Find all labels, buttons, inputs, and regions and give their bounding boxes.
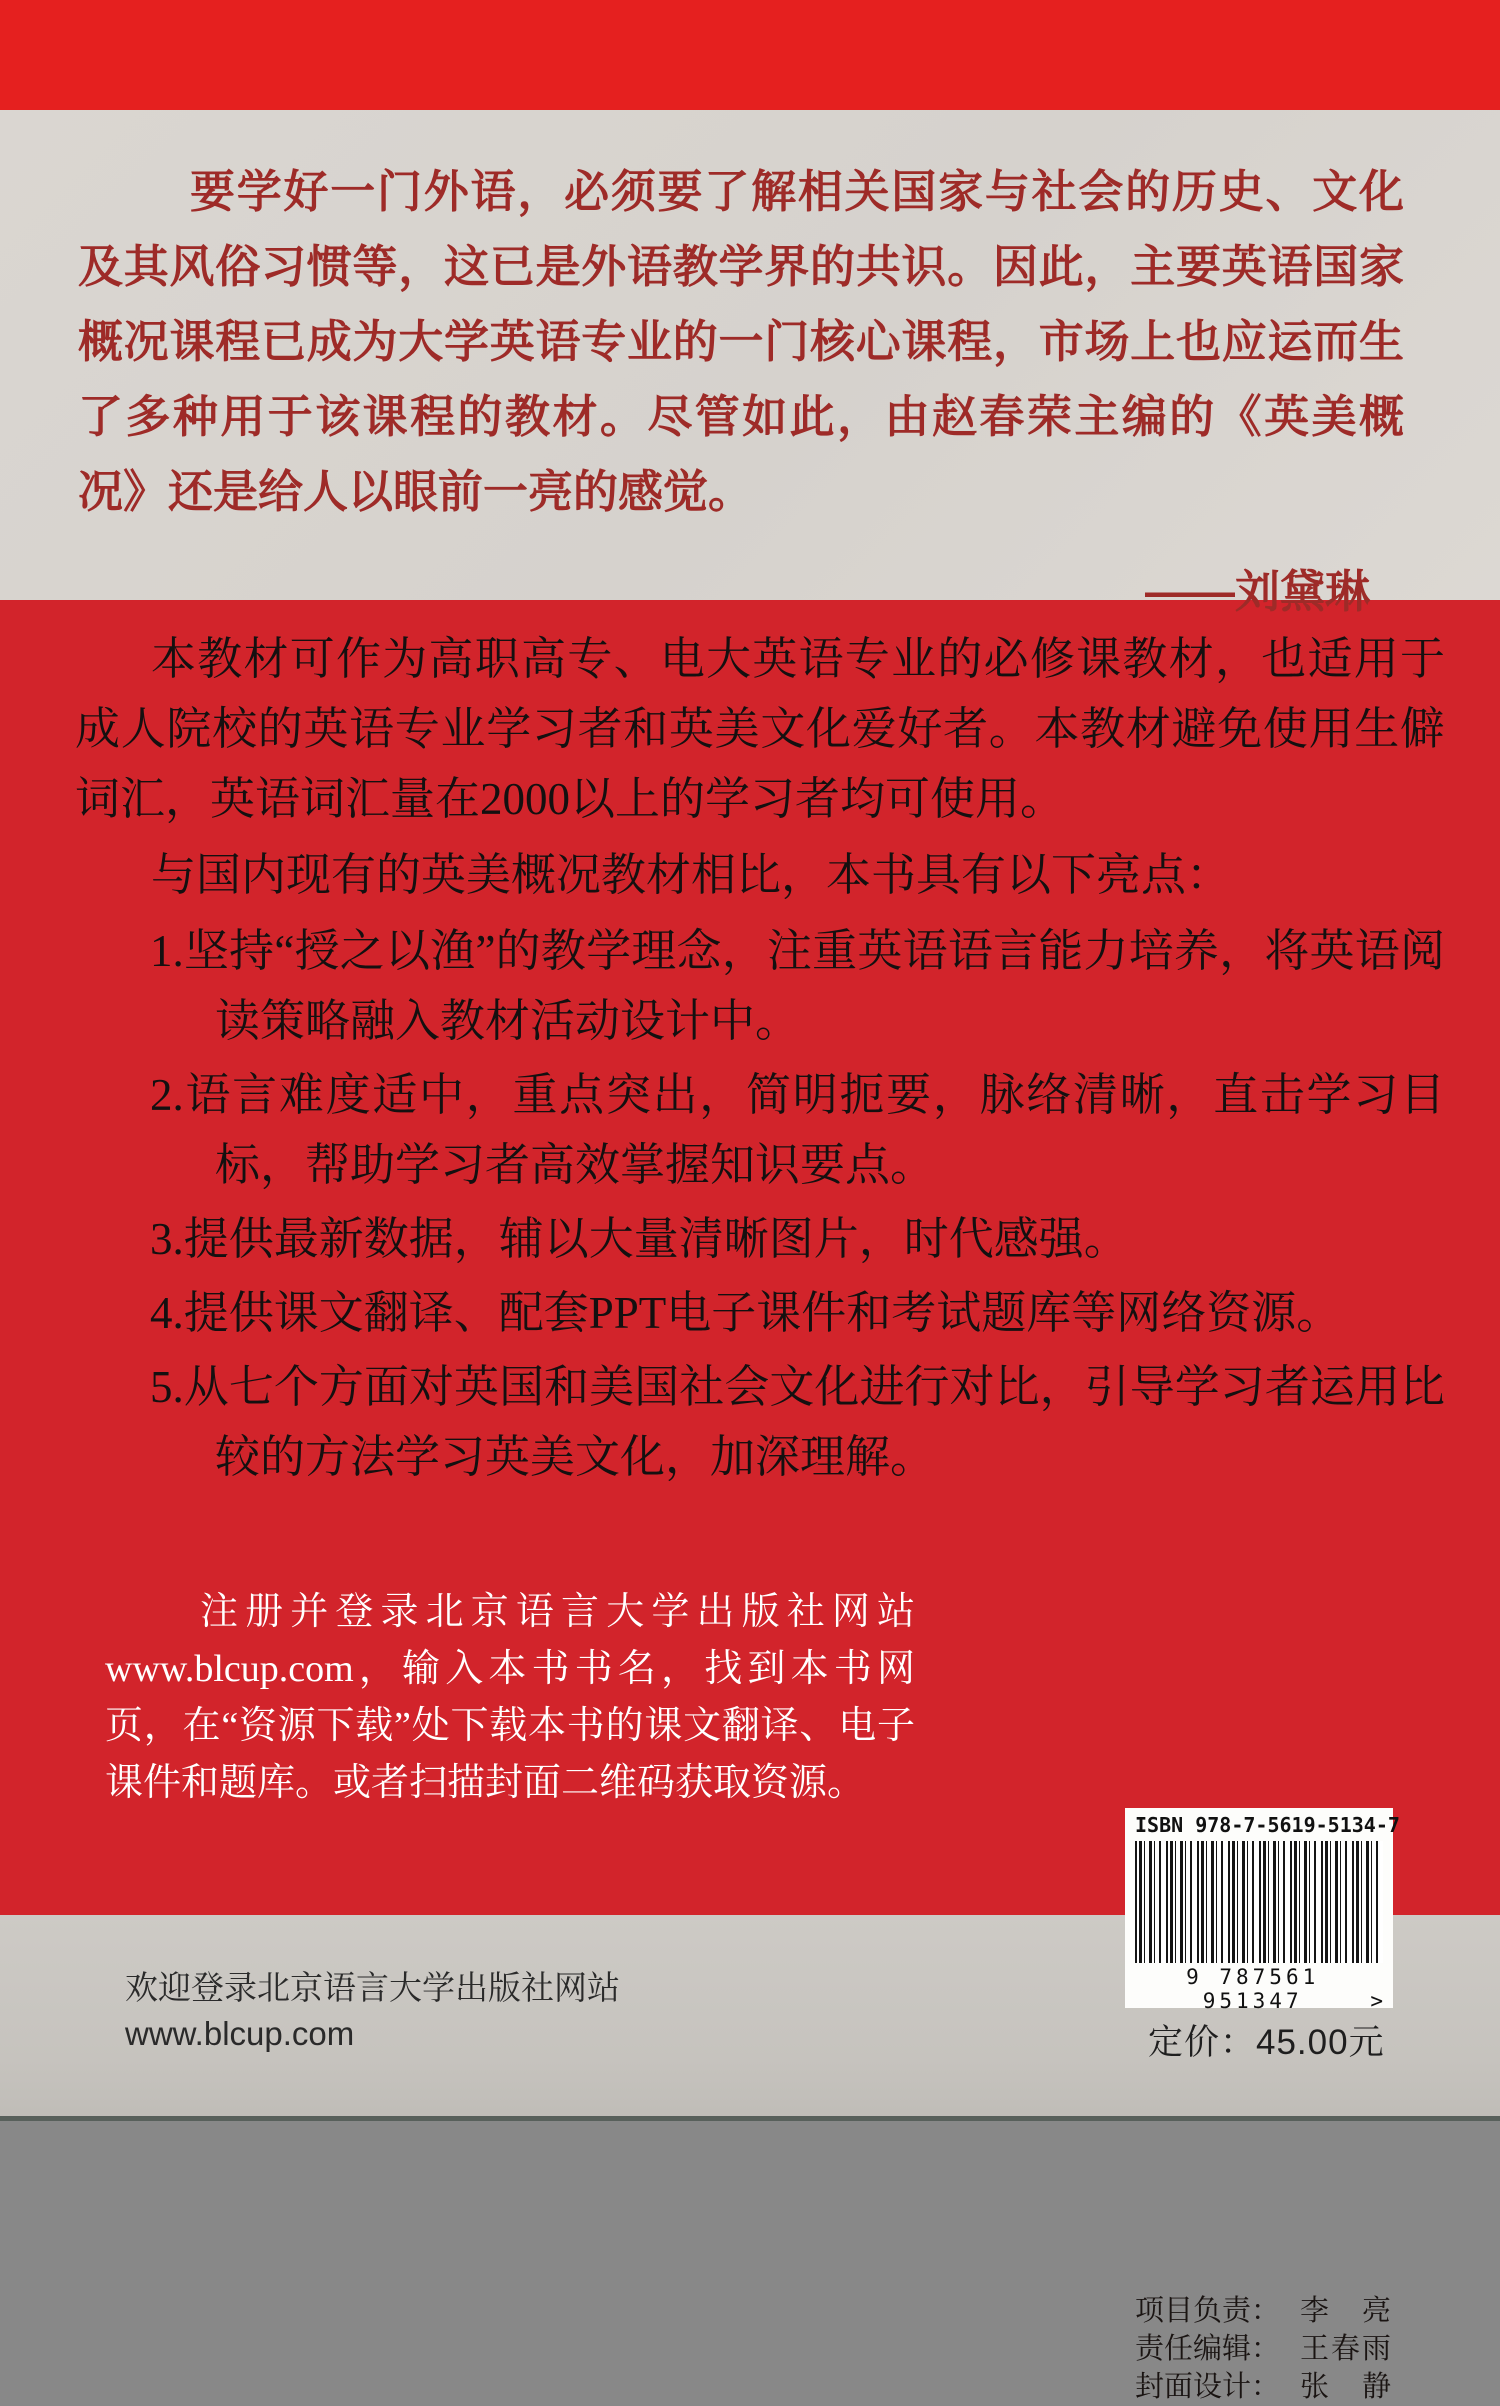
- highlights-intro: 与国内现有的英美概况教材相比，本书具有以下亮点：: [151, 850, 1232, 900]
- credit-name: 张 静: [1300, 2371, 1394, 2403]
- highlight-text: 提供最新数据，辅以大量清晰图片，时代感强。: [183, 1214, 1129, 1264]
- highlight-number: 3.: [150, 1214, 184, 1264]
- barcode-digits: 9 787561 951347: [1186, 1965, 1320, 2013]
- barcode-bars: [1135, 1841, 1383, 1963]
- credit-label: 责任编辑：: [1135, 2333, 1281, 2365]
- footer-site-line: 欢迎登录北京语言大学出版社网站: [125, 1969, 620, 2006]
- credit-row-project: [1135, 2292, 1393, 2330]
- highlight-item-2: [75, 1060, 1445, 1200]
- price-label: 定价：45.00元: [1148, 2023, 1385, 2062]
- highlight-number: 1.: [150, 926, 184, 976]
- highlight-item-3: [75, 1204, 1445, 1274]
- highlight-text: 坚持“授之以渔”的教学理念，注重英语语言能力培养，将英语阅读策略融入教材活动设计中。: [183, 926, 1445, 1046]
- reviewer-quote-section: [0, 110, 1500, 617]
- highlight-item-4: [75, 1278, 1445, 1348]
- credit-row-cover-design: [1135, 2368, 1393, 2406]
- highlights-list: [75, 916, 1445, 1492]
- credit-name: 李 亮: [1300, 2295, 1394, 2327]
- top-red-band: [0, 0, 1500, 110]
- intro-paragraph: 本教材可作为高职高专、电大英语专业的必修课教材，也适用于成人院校的英语专业学习者和英美文化爱好者。本教材避免使用生僻词汇，英语词汇量在2000以上的学习者均可使用。: [75, 634, 1445, 824]
- highlight-number: 4.: [150, 1288, 184, 1338]
- barcode-digits-row: [1135, 1965, 1383, 2013]
- credit-row-editor: [1135, 2330, 1393, 2368]
- isbn-label: ISBN 978-7-5619-5134-7: [1135, 1813, 1400, 1837]
- credit-name: 王春雨: [1300, 2333, 1394, 2365]
- isbn-barcode-panel: [1125, 1808, 1400, 2013]
- scan-edge-line: [0, 2116, 1500, 2121]
- highlight-item-5: [75, 1352, 1445, 1492]
- highlight-number: 2.: [150, 1070, 184, 1120]
- website-download-note: 注册并登录北京语言大学出版社网站www.blcup.com，输入本书书名，找到本书网页，在“资源下载”处下载本书的课文翻译、电子课件和题库。或者扫描封面二维码获取资源。: [105, 1591, 915, 1804]
- highlight-item-1: [75, 916, 1445, 1056]
- credit-label: 封面设计：: [1135, 2371, 1281, 2403]
- footer-url: www.blcup.com: [125, 2015, 355, 2052]
- barcode-arrow: >: [1370, 1989, 1383, 2013]
- reviewer-quote: 要学好一门外语，必须要了解相关国家与社会的历史、文化及其风俗习惯等，这已是外语教学界的共识。因此，主要英语国家概况课程已成为大学英语专业的一门核心课程，市场上也应运而生了多种用于该课程的教材。尽管如此，由赵春荣主编的《英美概况》还是给人以眼前一亮的感觉。: [78, 166, 1404, 517]
- highlight-text: 从七个方面对英国和美国社会文化进行对比，引导学习者运用比较的方法学习英美文化，加深理解。: [183, 1362, 1445, 1482]
- highlight-number: 5.: [150, 1362, 184, 1412]
- highlight-text: 语言难度适中，重点突出，简明扼要，脉络清晰，直击学习目标，帮助学习者高效掌握知识要点。: [183, 1070, 1445, 1190]
- reviewer-attribution: ——刘黛琳: [1144, 566, 1370, 617]
- highlight-text: 提供课文翻译、配套PPT电子课件和考试题库等网络资源。: [183, 1288, 1342, 1338]
- footer-publisher-lines: [125, 1965, 620, 2057]
- credits-block: [1135, 2292, 1393, 2406]
- description-text-block: [0, 600, 1500, 1812]
- credit-label: 项目负责：: [1135, 2295, 1281, 2327]
